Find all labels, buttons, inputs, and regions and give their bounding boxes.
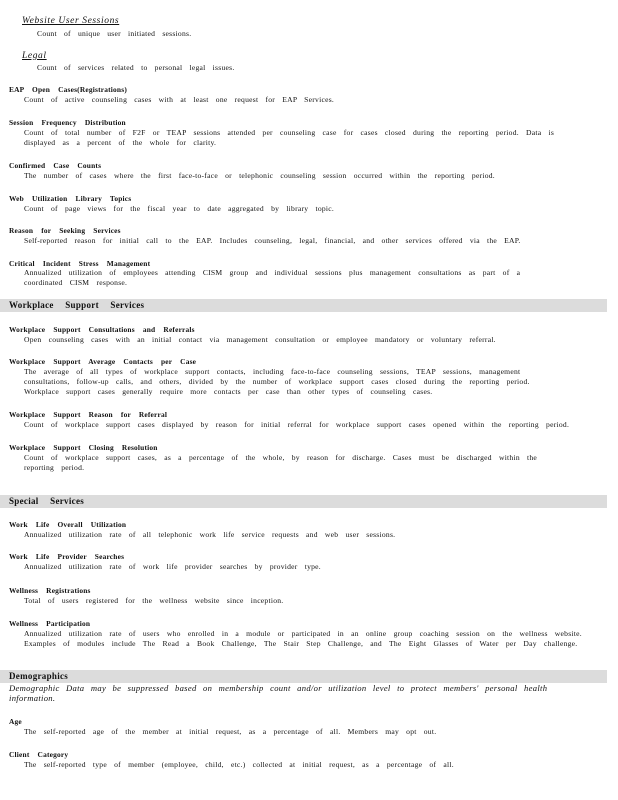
entry-title: Workplace Support Consultations and Referrals [9,325,195,334]
entry-desc: Examples of modules include The Read a Book Challenge, The Stair Step Challenge, and The Eight Glasses of Water per Day challenge. [24,639,578,648]
entry-desc: Annualized utilization rate of all telephonic work life service requests and web user sessions. [24,530,396,539]
legal-desc: Count of services related to personal legal issues. [37,63,235,72]
entry-desc: consultations, follow-up calls, and others, divided by the number of workplace support cases closed during the reporting period. [24,377,530,386]
entry-desc: The average of all types of workplace support contacts, including face-to-face counseling sessions, TEAP sessions, management [24,367,521,376]
entry-title: Wellness Registrations [9,586,91,595]
entry-title: Reason for Seeking Services [9,226,121,235]
entry-desc: The number of cases where the first face-to-face or telephonic counseling session occurred within the reporting period. [24,171,495,180]
entry-desc: Count of workplace support cases, as a percentage of the whole, by reason for discharge. Cases must be discharged within the [24,453,538,462]
section-heading: Workplace Support Services [9,300,145,310]
entry-desc: Self-reported reason for initial call to the EAP. Includes counseling, legal, financial, and other services offered via the EAP. [24,236,521,245]
entry-title: Critical Incident Stress Management [9,259,151,268]
entry-desc: The self-reported age of the member at initial request, as a percentage of all. Members may opt out. [24,727,437,736]
section-band-special [0,495,607,508]
entry-title: Workplace Support Closing Resolution [9,443,158,452]
section-heading: Demographics [9,671,69,681]
entry-desc: reporting period. [24,463,85,472]
entry-desc: displayed as a percent of the whole for clarity. [24,138,217,147]
entry-desc: coordinated CISM response. [24,278,128,287]
entry-desc: Total of users registered for the wellness website since inception. [24,596,284,605]
entry-desc: Count of workplace support cases displayed by reason for initial referral for workplace support cases opened within the reporting period. [24,420,570,429]
entry-title: Work Life Overall Utilization [9,520,127,529]
entry-desc: Annualized utilization rate of users who enrolled in a module or participated in an online group coaching session on the wellness website. [24,629,582,638]
demographics-note: Demographic Data may be suppressed based on membership count and/or utilization level to protect members' personal health [9,683,548,693]
entry-desc: Workplace support cases generally require more contacts per case than other types of counseling cases. [24,387,433,396]
entry-title: Age [9,717,22,726]
entry-desc: Open counseling cases with an initial contact via management consultation or employee mandatory or voluntary referral. [24,335,496,344]
entry-desc: Annualized utilization of employees attending CISM group and individual sessions plus management consultations as part of a [24,268,521,277]
section-band-workplace [0,299,607,312]
entry-title: EAP Open Cases(Registrations) [9,85,127,94]
entry-desc: Count of total number of F2F or TEAP sessions attended per counseling case for cases closed during the reporting period. Data is [24,128,555,137]
website-sessions-desc: Count of unique user initiated sessions. [37,29,192,38]
entry-desc: The self-reported type of member (employee, child, etc.) collected at initial request, as a percentage of all. [24,760,454,769]
entry-desc: Count of active counseling cases with at least one request for EAP Services. [24,95,335,104]
entry-title: Wellness Participation [9,619,91,628]
entry-title: Web Utilization Library Topics [9,194,132,203]
website-sessions-title: Website User Sessions [22,16,120,26]
legal-title: Legal [22,51,47,61]
section-heading: Special Services [9,496,85,506]
demographics-note: information. [9,693,56,703]
section-band-demographics [0,670,607,683]
entry-title: Work Life Provider Searches [9,552,125,561]
entry-desc: Annualized utilization rate of work life provider searches by provider type. [24,562,321,571]
entry-title: Workplace Support Reason for Referral [9,410,168,419]
entry-title: Confirmed Case Counts [9,161,102,170]
entry-title: Session Frequency Distribution [9,118,126,127]
entry-title: Client Category [9,750,69,759]
entry-desc: Count of page views for the fiscal year to date aggregated by library topic. [24,204,335,213]
entry-title: Workplace Support Average Contacts per Case [9,357,197,366]
